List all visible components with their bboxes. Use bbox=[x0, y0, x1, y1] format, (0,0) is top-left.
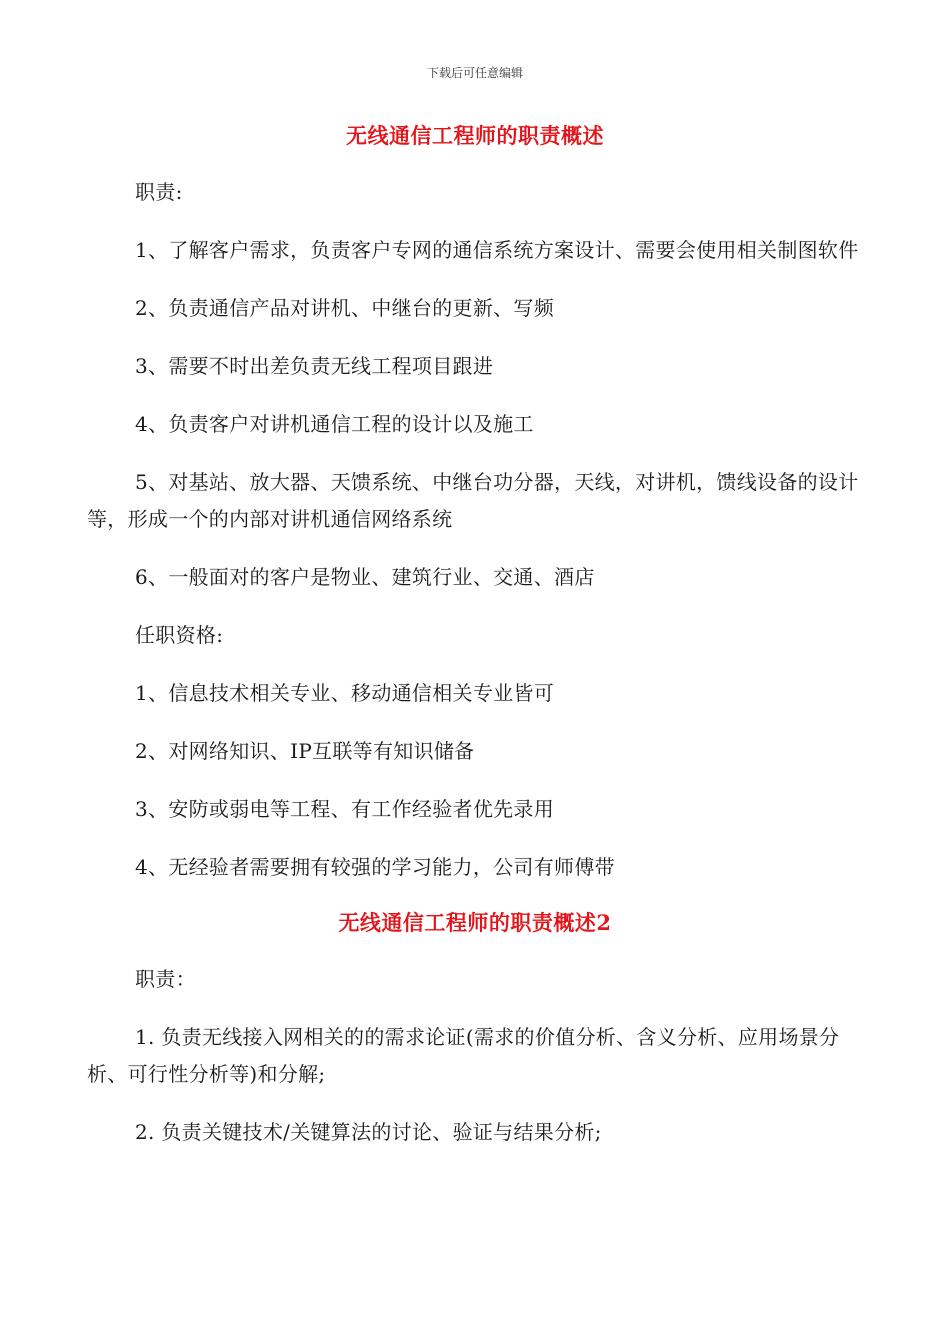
paragraph: 1、了解客户需求，负责客户专网的通信系统方案设计、需要会使用相关制图软件 bbox=[135, 238, 859, 262]
paragraph: 3、安防或弱电等工程、有工作经验者优先录用 bbox=[135, 797, 555, 821]
paragraph: 任职资格: bbox=[135, 623, 224, 647]
paragraph: 4、无经验者需要拥有较强的学习能力，公司有师傅带 bbox=[135, 855, 615, 879]
paragraph: 4、负责客户对讲机通信工程的设计以及施工 bbox=[135, 412, 534, 436]
paragraph: 2、对网络知识、IP互联等有知识储备 bbox=[135, 739, 475, 763]
paragraph: 2. 负责关键技术/关键算法的讨论、验证与结果分析; bbox=[135, 1120, 602, 1144]
header-note: 下载后可任意编辑 bbox=[426, 66, 523, 80]
paragraph: 1. 负责无线接入网相关的的需求论证(需求的价值分析、含义分析、应用场景分析、可行性分析等)和分解; bbox=[87, 1025, 840, 1086]
section-title: 无线通信工程师的职责概述2 bbox=[338, 910, 612, 935]
paragraph: 职责: bbox=[135, 180, 183, 204]
paragraph: 3、需要不时出差负责无线工程项目跟进 bbox=[135, 354, 494, 378]
section-title: 无线通信工程师的职责概述 bbox=[346, 123, 604, 148]
paragraph: 职责： bbox=[135, 967, 196, 991]
paragraph: 6、一般面对的客户是物业、建筑行业、交通、酒店 bbox=[135, 565, 595, 589]
document-body bbox=[87, 110, 863, 1172]
paragraph: 1、信息技术相关专业、移动通信相关专业皆可 bbox=[135, 681, 555, 705]
paragraph: 2、负责通信产品对讲机、中继台的更新、写频 bbox=[135, 296, 555, 320]
paragraph: 5、对基站、放大器、天馈系统、中继台功分器，天线，对讲机，馈线设备的设计等，形成一个的内部对讲机通信网络系统 bbox=[87, 470, 859, 531]
